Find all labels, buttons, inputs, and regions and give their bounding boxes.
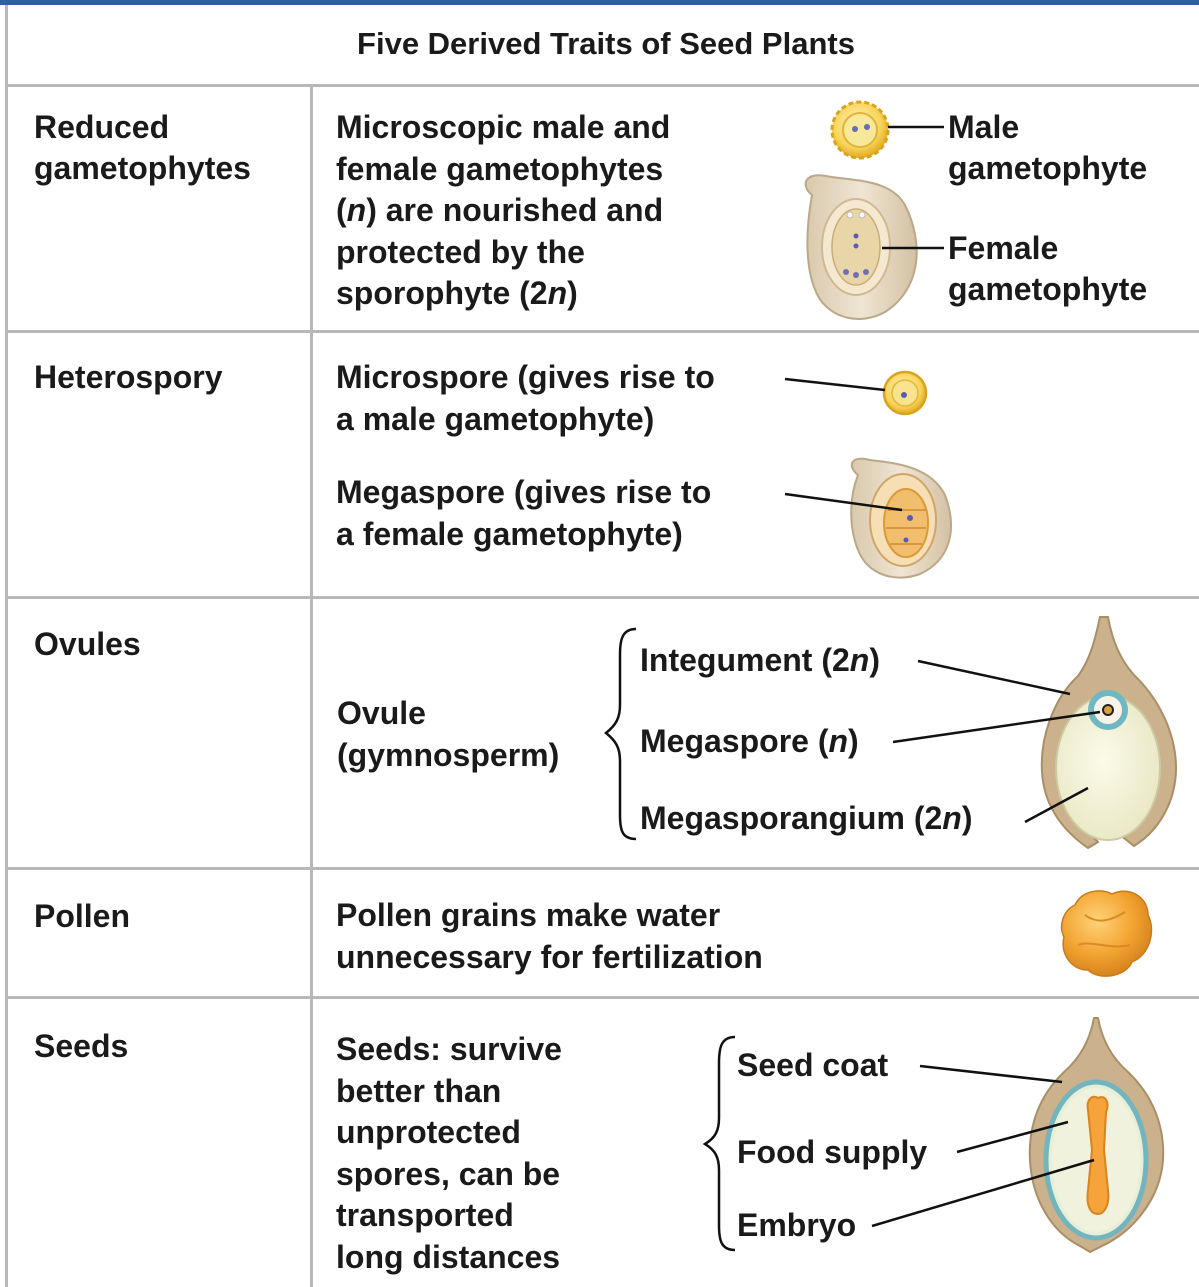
trait-seeds: Seeds — [34, 1028, 129, 1064]
desc-text: ( — [336, 192, 347, 228]
desc-line: unnecessary for fertilization — [336, 938, 763, 975]
label-text: ) — [848, 723, 859, 759]
desc-line: better than — [336, 1072, 502, 1109]
ploidy-n: n — [849, 642, 870, 678]
gymnosperm-ovule-illustration — [1042, 617, 1176, 848]
label-text: Megasporangium (2 — [640, 800, 943, 836]
label-line: Male — [948, 109, 1020, 145]
desc-line: Microscopic male and — [336, 109, 671, 145]
desc-line: Pollen grains make water — [336, 897, 721, 933]
pollen-grain-illustration — [1062, 891, 1152, 976]
desc-line: protected by the — [336, 233, 585, 270]
desc-text: sporophyte (2 — [336, 275, 548, 311]
desc-line: female gametophytes — [336, 150, 664, 187]
trait-ovules: Ovules — [34, 626, 141, 662]
seed-brace — [705, 1037, 735, 1250]
desc-line: spores, can be — [336, 1155, 561, 1192]
desc-line: unprotected — [336, 1114, 521, 1150]
leader-seed-coat — [920, 1066, 1062, 1082]
table-title: Five Derived Traits of Seed Plants — [357, 26, 855, 61]
leader-integument — [918, 661, 1070, 694]
microspore-illustration — [884, 372, 926, 414]
ploidy-n: n — [346, 192, 367, 228]
seed-illustration — [1030, 1018, 1163, 1252]
desc-line: Seeds: survive — [336, 1031, 562, 1067]
ploidy-n: n — [547, 275, 568, 311]
label-seed-coat: Seed coat — [737, 1047, 889, 1083]
desc-line: a male gametophyte) — [336, 400, 655, 437]
male-gametophyte-illustration — [832, 102, 888, 158]
label-line: gametophyte — [948, 150, 1148, 186]
desc-line: (gymnosperm) — [337, 736, 560, 773]
trait-line: gametophytes — [34, 150, 251, 186]
desc-line: transported — [336, 1197, 514, 1233]
label-text: Megaspore ( — [640, 723, 829, 759]
label-text: ) — [961, 800, 973, 836]
desc-line: a female gametophyte) — [336, 515, 683, 552]
desc-text: ) — [567, 275, 578, 311]
desc-text: ) are nourished and — [366, 192, 664, 228]
label-embryo: Embryo — [737, 1207, 857, 1243]
ploidy-n: n — [942, 800, 962, 836]
label-text: Integument (2 — [640, 642, 850, 678]
label-text: ) — [869, 642, 880, 678]
desc-line: Microspore (gives rise to — [336, 359, 715, 395]
trait-line: Reduced — [34, 109, 170, 145]
megaspore-illustration — [851, 459, 951, 578]
label-line: gametophyte — [948, 271, 1148, 307]
ploidy-n: n — [828, 723, 849, 759]
trait-pollen: Pollen — [34, 898, 131, 934]
trait-heterospory: Heterospory — [34, 359, 223, 395]
label-line: Female — [948, 230, 1059, 266]
desc-line: Ovule — [337, 695, 426, 731]
label-food-supply: Food supply — [737, 1134, 928, 1170]
leader-microspore — [785, 379, 885, 390]
desc-line: long distances — [336, 1238, 561, 1275]
desc-line: Megaspore (gives rise to — [336, 474, 712, 510]
ovule-brace — [606, 629, 636, 839]
